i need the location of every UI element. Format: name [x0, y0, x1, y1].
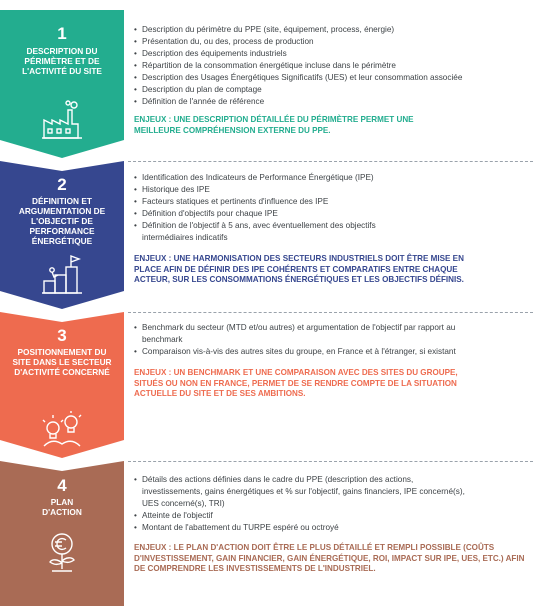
step-3-title: POSITIONNEMENT DU SITE DANS LE SECTEUR D'ACTIVITÉ CONCERNÉ	[12, 347, 112, 377]
step-4-number: 4	[57, 476, 67, 495]
step-2-enjeu: ENJEUX : UNE HARMONISATION DES SECTEURS INDUSTRIELS DOIT ÊTRE MISE EN PLACE AFIN DE DÉFINIR DES IPE COHÉRENTS ET COMPARATIFS ENTRE CHAQUE ACTEUR, SUR LES CONSOMMATIONS ÉNERGÉTIQUES ET LES OBJECTIFS DÉFINIS.	[134, 254, 464, 284]
step-2-bullet: • Définition d'objectifs pour chaque IPE	[134, 208, 534, 220]
step-3-number: 3	[57, 326, 67, 345]
step-1-bullet: • Présentation du, ou des, process de production	[134, 36, 534, 48]
step-4-content	[134, 474, 534, 575]
step-1-bullet: • Répartition de la consommation énergétique incluse dans le périmètre	[134, 60, 534, 72]
step-3-bullet: • Benchmark du secteur (MTD et/ou autres) et argumentation de l'objectif par rapport au benchmark	[134, 322, 472, 346]
euro-plant-icon	[40, 531, 84, 575]
step-2-bullet-list	[134, 172, 534, 244]
step-1-bullet: • Description des Usages Énergétiques Significatifs (UES) et leur consommation associée	[134, 72, 534, 84]
step-4-badge	[0, 461, 124, 606]
step-3-bullet: • Comparaison vis-à-vis des autres sites du groupe, en France et à l'étranger, si existant	[134, 346, 534, 358]
step-3	[0, 312, 541, 458]
step-2-divider	[128, 161, 533, 162]
step-1-content	[134, 24, 534, 136]
step-2-title: DÉFINITION ET ARGUMENTATION DE L'OBJECTIF DE PERFORMANCE ÉNERGÉTIQUE	[18, 196, 106, 246]
step-3-badge	[0, 312, 124, 458]
step-4-bullet-list	[134, 474, 534, 534]
step-4-title: PLAN D'ACTION	[42, 497, 82, 517]
step-2	[0, 161, 541, 309]
step-1-title: DESCRIPTION DU PÉRIMÈTRE ET DE L'ACTIVITÉ DU SITE	[22, 46, 102, 76]
step-1-bullet: • Définition de l'année de référence	[134, 96, 534, 108]
step-3-content	[134, 322, 534, 400]
step-2-content	[134, 172, 534, 286]
step-4-bullet: • Montant de l'abattement du TURPE espéré ou octroyé	[134, 522, 534, 534]
step-3-divider	[128, 312, 533, 313]
step-4-enjeu: ENJEUX : LE PLAN D'ACTION DOIT ÊTRE LE PLUS DÉTAILLÉ ET REMPLI POSSIBLE (COÛTS D'INVESTISSEMENT, GAIN FINANCIER, GAIN ÉNERGÉTIQUE, ROI, IMPACT SUR IPE, UES, ETC.) AFIN DE COMPRENDRE LES INVESTISSEMENTS DE L'INDUSTRIEL.	[134, 543, 525, 573]
lightbulbs-icon	[40, 410, 84, 454]
step-4-divider	[128, 461, 533, 462]
step-3-enjeu: ENJEUX : UN BENCHMARK ET UNE COMPARAISON AVEC DES SITES DU GROUPE, SITUÉS OU NON EN FRANCE, PERMET DE SE RENDRE COMPTE DE LA SITUATION ACTUELLE DU SITE ET DE SES AMBITIONS.	[134, 368, 458, 398]
step-1-bullet: • Description du plan de comptage	[134, 84, 534, 96]
step-4-bullet: • Atteinte de l'objectif	[134, 510, 534, 522]
step-1-enjeu: ENJEUX : UNE DESCRIPTION DÉTAILLÉE DU PÉRIMÈTRE PERMET UNE MEILLEURE COMPRÉHENSION EXTERNE DU PPE.	[134, 115, 414, 135]
step-2-bullet: • Définition de l'objectif à 5 ans, avec éventuellement des objectifs intermédiaires indicatifs	[134, 220, 422, 244]
step-2-bullet: • Historique des IPE	[134, 184, 534, 196]
step-4-bullet: • Détails des actions définies dans le cadre du PPE (description des actions, investissements, gains énergétiques et % sur l'objectif, gains financiers, IPE concerné(s), UES concerné(s), TRI)	[134, 474, 467, 510]
step-1-number: 1	[57, 24, 67, 43]
factory-icon	[40, 98, 84, 142]
step-2-bullet: • Facteurs statiques et pertinents d'influence des IPE	[134, 196, 534, 208]
step-1-badge	[0, 10, 124, 158]
step-4	[0, 461, 541, 606]
step-1	[0, 10, 541, 158]
step-2-bullet: • Identification des Indicateurs de Performance Énergétique (IPE)	[134, 172, 534, 184]
step-1-bullet: • Description des équipements industriels	[134, 48, 534, 60]
step-1-bullet-list	[134, 24, 534, 108]
step-2-number: 2	[57, 175, 67, 194]
podium-flag-icon	[40, 253, 84, 297]
step-1-bullet: • Description du périmètre du PPE (site, équipement, process, énergie)	[134, 24, 534, 36]
step-3-bullet-list	[134, 322, 534, 358]
step-2-badge	[0, 161, 124, 309]
